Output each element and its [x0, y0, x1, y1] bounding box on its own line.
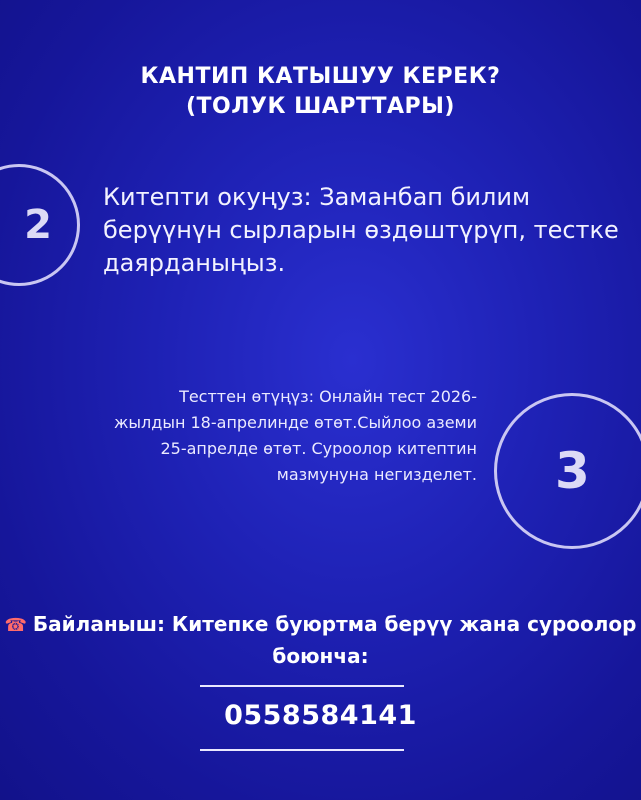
divider-top [200, 685, 404, 687]
step-2-circle [0, 164, 80, 286]
step-3-circle [494, 393, 641, 549]
step-2-text: Китепти окуңуз: Заманбап билим берүүнүн сырларын өздөштүрүп, тестке даярданыңыз. [103, 183, 619, 277]
phone-icon: ☎ [4, 615, 27, 636]
title-line-1: КАНТИП КАТЫШУУ КЕРЕК? [140, 64, 501, 89]
contact-text: Байланыш: Китепке буюртма берүү жана суроолор боюнча: [32, 612, 637, 668]
step-3-text: Тесттен өтүңүз: Онлайн тест 2026-жылдын 18-апрелинде өтөт.Сыйлоо аземи 25-апрелде өтөт. Суроолор китептин мазмунуна негизделет. [113, 387, 477, 484]
phone-number[interactable]: 0558584141 [224, 700, 417, 731]
contact-block [0, 609, 641, 672]
page-title [0, 62, 641, 122]
step-3-number: 3 [555, 442, 590, 500]
title-line-2: (ТОЛУК ШАРТТАРЫ) [186, 94, 455, 119]
step-2-number: 2 [24, 202, 52, 248]
divider-bottom [200, 749, 404, 751]
